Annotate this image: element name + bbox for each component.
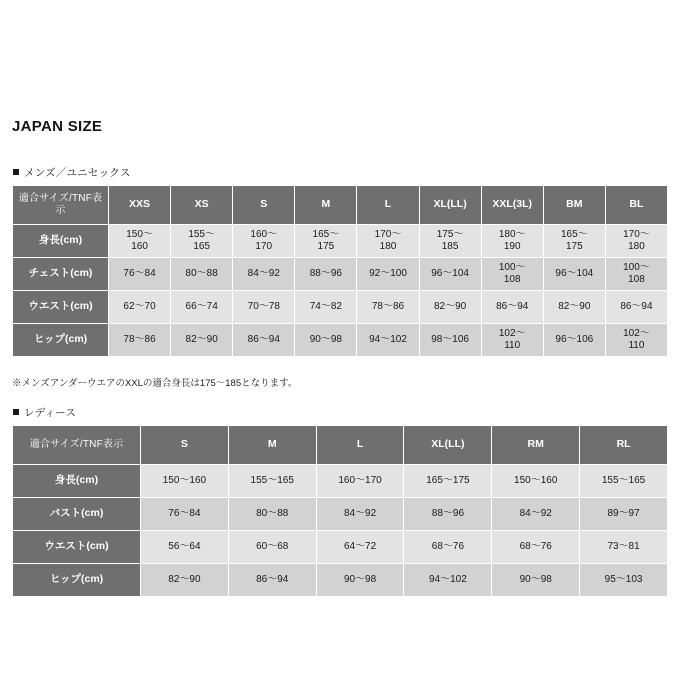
mens-cell-chest-bm: 96〜104 (543, 258, 605, 291)
ladies-cell-waist-xl: 68〜76 (404, 531, 492, 564)
ladies-cell-bust-rm: 84〜92 (492, 498, 580, 531)
ladies-cell-hip-s: 82〜90 (141, 564, 229, 597)
mens-cell-height-xxl: 180〜 190 (481, 225, 543, 258)
mens-col-header-xxs: XXS (109, 186, 171, 225)
mens-cell-hip-xxs: 78〜86 (109, 324, 171, 357)
mens-row-label-height: 身長(cm) (13, 225, 109, 258)
mens-col-header-l: L (357, 186, 419, 225)
ladies-section-label-text: レディース (24, 407, 77, 419)
bullet-square-icon (13, 409, 19, 415)
mens-cell-height-bm: 165〜 175 (543, 225, 605, 258)
ladies-cell-waist-s: 56〜64 (141, 531, 229, 564)
mens-col-header-xs: XS (171, 186, 233, 225)
ladies-section-label (13, 405, 668, 420)
ladies-cell-waist-rl: 73〜81 (580, 531, 668, 564)
mens-cell-chest-m: 88〜96 (295, 258, 357, 291)
mens-cell-height-s: 160〜 170 (233, 225, 295, 258)
mens-section-label-text: メンズ／ユニセックス (24, 167, 131, 179)
ladies-cell-hip-rm: 90〜98 (492, 564, 580, 597)
ladies-col-header-rm: RM (492, 426, 580, 465)
mens-cell-height-bl: 170〜 180 (605, 225, 667, 258)
mens-cell-hip-xl: 98〜106 (419, 324, 481, 357)
ladies-cell-bust-rl: 89〜97 (580, 498, 668, 531)
mens-cell-hip-bl: 102〜 110 (605, 324, 667, 357)
ladies-cell-hip-rl: 95〜103 (580, 564, 668, 597)
mens-cell-chest-bl: 100〜 108 (605, 258, 667, 291)
ladies-size-block (12, 405, 668, 597)
ladies-cell-hip-m: 86〜94 (228, 564, 316, 597)
mens-cell-height-l: 170〜 180 (357, 225, 419, 258)
mens-col-header-bl: BL (605, 186, 667, 225)
ladies-cell-height-rm: 150〜160 (492, 465, 580, 498)
ladies-cell-waist-l: 64〜72 (316, 531, 404, 564)
ladies-row-label-bust: バスト(cm) (13, 498, 141, 531)
mens-col-header-m: M (295, 186, 357, 225)
ladies-cell-hip-l: 90〜98 (316, 564, 404, 597)
ladies-cell-waist-m: 60〜68 (228, 531, 316, 564)
mens-size-table (12, 185, 668, 357)
mens-cell-waist-bl: 86〜94 (605, 291, 667, 324)
mens-col-header-bm: BM (543, 186, 605, 225)
mens-cell-hip-l: 94〜102 (357, 324, 419, 357)
ladies-cell-waist-rm: 68〜76 (492, 531, 580, 564)
mens-section-label (13, 165, 668, 180)
mens-cell-hip-xs: 82〜90 (171, 324, 233, 357)
table-row (13, 291, 668, 324)
table-row (13, 564, 668, 597)
mens-cell-hip-s: 86〜94 (233, 324, 295, 357)
mens-col-header-xl: XL(LL) (419, 186, 481, 225)
mens-cell-waist-xl: 82〜90 (419, 291, 481, 324)
mens-cell-waist-xs: 66〜74 (171, 291, 233, 324)
ladies-cell-height-s: 150〜160 (141, 465, 229, 498)
ladies-cell-bust-s: 76〜84 (141, 498, 229, 531)
mens-cell-height-m: 165〜 175 (295, 225, 357, 258)
mens-size-block (12, 165, 668, 357)
ladies-col-header-s: S (141, 426, 229, 465)
mens-row-label-chest: チェスト(cm) (13, 258, 109, 291)
table-row (13, 465, 668, 498)
mens-cell-height-xl: 175〜 185 (419, 225, 481, 258)
mens-cell-chest-xxs: 76〜84 (109, 258, 171, 291)
ladies-col-header-l: L (316, 426, 404, 465)
mens-cell-chest-xxl: 100〜 108 (481, 258, 543, 291)
mens-cell-height-xs: 155〜 165 (171, 225, 233, 258)
mens-cell-waist-xxl: 86〜94 (481, 291, 543, 324)
mens-cell-chest-xl: 96〜104 (419, 258, 481, 291)
ladies-cell-bust-m: 80〜88 (228, 498, 316, 531)
mens-cell-waist-m: 74〜82 (295, 291, 357, 324)
mens-cell-hip-xxl: 102〜 110 (481, 324, 543, 357)
mens-cell-waist-bm: 82〜90 (543, 291, 605, 324)
mens-cell-chest-l: 92〜100 (357, 258, 419, 291)
mens-col-header-xxl: XXL(3L) (481, 186, 543, 225)
bullet-square-icon (13, 169, 19, 175)
ladies-cell-height-l: 160〜170 (316, 465, 404, 498)
mens-cell-waist-xxs: 62〜70 (109, 291, 171, 324)
mens-cell-hip-m: 90〜98 (295, 324, 357, 357)
ladies-col-header-rl: RL (580, 426, 668, 465)
ladies-size-table (12, 425, 668, 597)
ladies-col-header-xl: XL(LL) (404, 426, 492, 465)
table-row (13, 225, 668, 258)
ladies-row-label-height: 身長(cm) (13, 465, 141, 498)
mens-cell-chest-xs: 80〜88 (171, 258, 233, 291)
mens-cell-chest-s: 84〜92 (233, 258, 295, 291)
mens-header-row (13, 186, 668, 225)
mens-cell-height-xxs: 150〜 160 (109, 225, 171, 258)
table-row (13, 531, 668, 564)
table-row (13, 498, 668, 531)
mens-footnote: ※メンズアンダーウエアのXXLの適合身長は175〜185となります。 (12, 378, 298, 389)
ladies-row-label-hip: ヒップ(cm) (13, 564, 141, 597)
ladies-cell-bust-xl: 88〜96 (404, 498, 492, 531)
ladies-cell-height-rl: 155〜165 (580, 465, 668, 498)
mens-col-header-s: S (233, 186, 295, 225)
table-row (13, 324, 668, 357)
ladies-cell-height-xl: 165〜175 (404, 465, 492, 498)
mens-cell-waist-s: 70〜78 (233, 291, 295, 324)
ladies-cell-bust-l: 84〜92 (316, 498, 404, 531)
ladies-corner-header: 適合サイズ/TNF表示 (13, 426, 141, 465)
ladies-col-header-m: M (228, 426, 316, 465)
ladies-header-row (13, 426, 668, 465)
mens-corner-header: 適合サイズ/TNF表示 (13, 186, 109, 225)
mens-cell-waist-l: 78〜86 (357, 291, 419, 324)
mens-row-label-waist: ウエスト(cm) (13, 291, 109, 324)
mens-row-label-hip: ヒップ(cm) (13, 324, 109, 357)
table-row (13, 258, 668, 291)
mens-cell-hip-bm: 96〜106 (543, 324, 605, 357)
page-title: JAPAN SIZE (12, 118, 103, 135)
ladies-row-label-waist: ウエスト(cm) (13, 531, 141, 564)
ladies-cell-height-m: 155〜165 (228, 465, 316, 498)
ladies-cell-hip-xl: 94〜102 (404, 564, 492, 597)
